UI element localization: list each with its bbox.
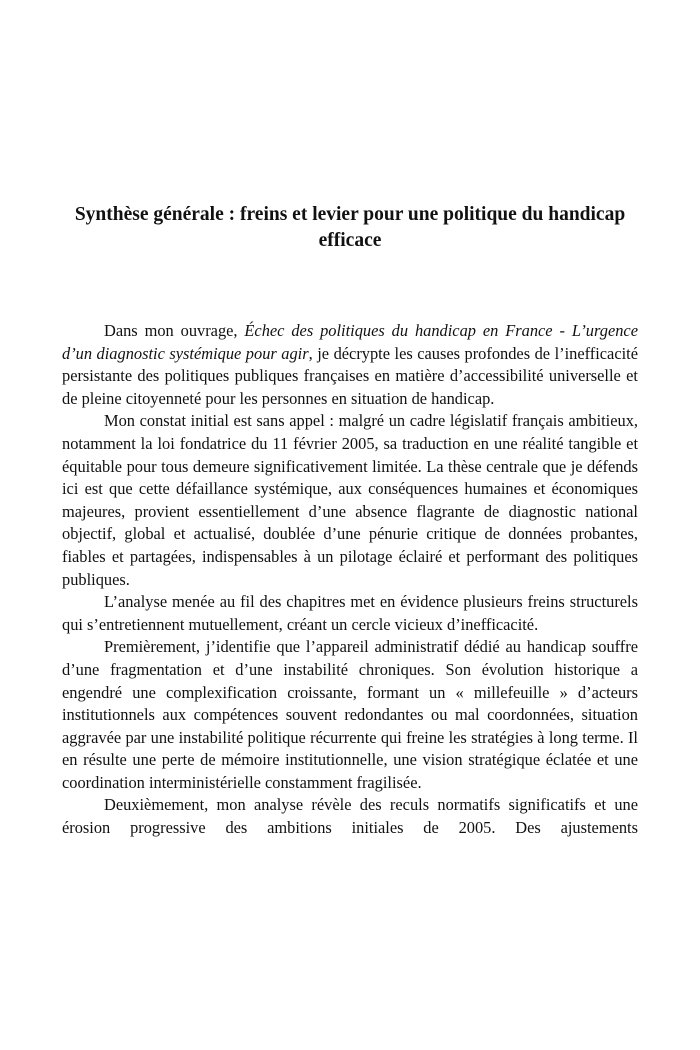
book-title: Échec des politiques du handicap en France - L’urgence d’un diagnostic systémique pour agir — [62, 321, 638, 363]
paragraph-3: L’analyse menée au fil des chapitres met en évidence plusieurs freins structurels qui s’entretiennent mutuellement, créant un cercle vicieux d’inefficacité. — [62, 592, 638, 634]
paragraph-1 — [62, 320, 638, 410]
paragraph-1-lead: Dans mon ouvrage, — [104, 321, 245, 340]
page-title: Synthèse générale : freins et levier pour une politique du handicap efficace — [74, 204, 626, 251]
body-text — [62, 320, 638, 840]
paragraph-4: Premièrement, j’identifie que l’appareil administratif dédié au handicap souffre d’une fragmentation et d’une instabilité chroniques. Son évolution historique a engendré une complexification croissante, formant un « millefeuille » d’acteurs institutionnels aux compétences souvent redondantes ou mal coordonnées, situation aggravée par une instabilité politique récurrente qui freine les stratégies à long terme. Il en résulte une perte de mémoire institutionnelle, une vision stratégique éclatée et une coordination interministérielle constamment fragilisée. — [62, 637, 638, 792]
paragraph-2: Mon constat initial est sans appel : malgré un cadre législatif français ambitieux, notamment la loi fondatrice du 11 février 2005, sa traduction en une réalité tangible et équitable pour tous demeure significativement limitée. La thèse centrale que je défends ici est que cette défaillance systémique, aux conséquences humaines et économiques majeures, provient essentiellement d’une absence flagrante de diagnostic national objectif, global et actualisé, doublée d’une pénurie critique de données probantes, fiables et partagées, indispensables à un pilotage éclairé et performant des politiques publiques. — [62, 411, 638, 589]
paragraph-1-rest: , je décrypte les causes profondes de l’inefficacité persistante des politiques publiques françaises en matière d’accessibilité universelle et de pleine citoyenneté pour les personnes en situation de handicap. — [62, 343, 638, 408]
paragraph-5: Deuxièmement, mon analyse révèle des reculs normatifs significatifs et une érosion progressive des ambitions initiales de 2005. Des ajustements — [62, 795, 638, 838]
